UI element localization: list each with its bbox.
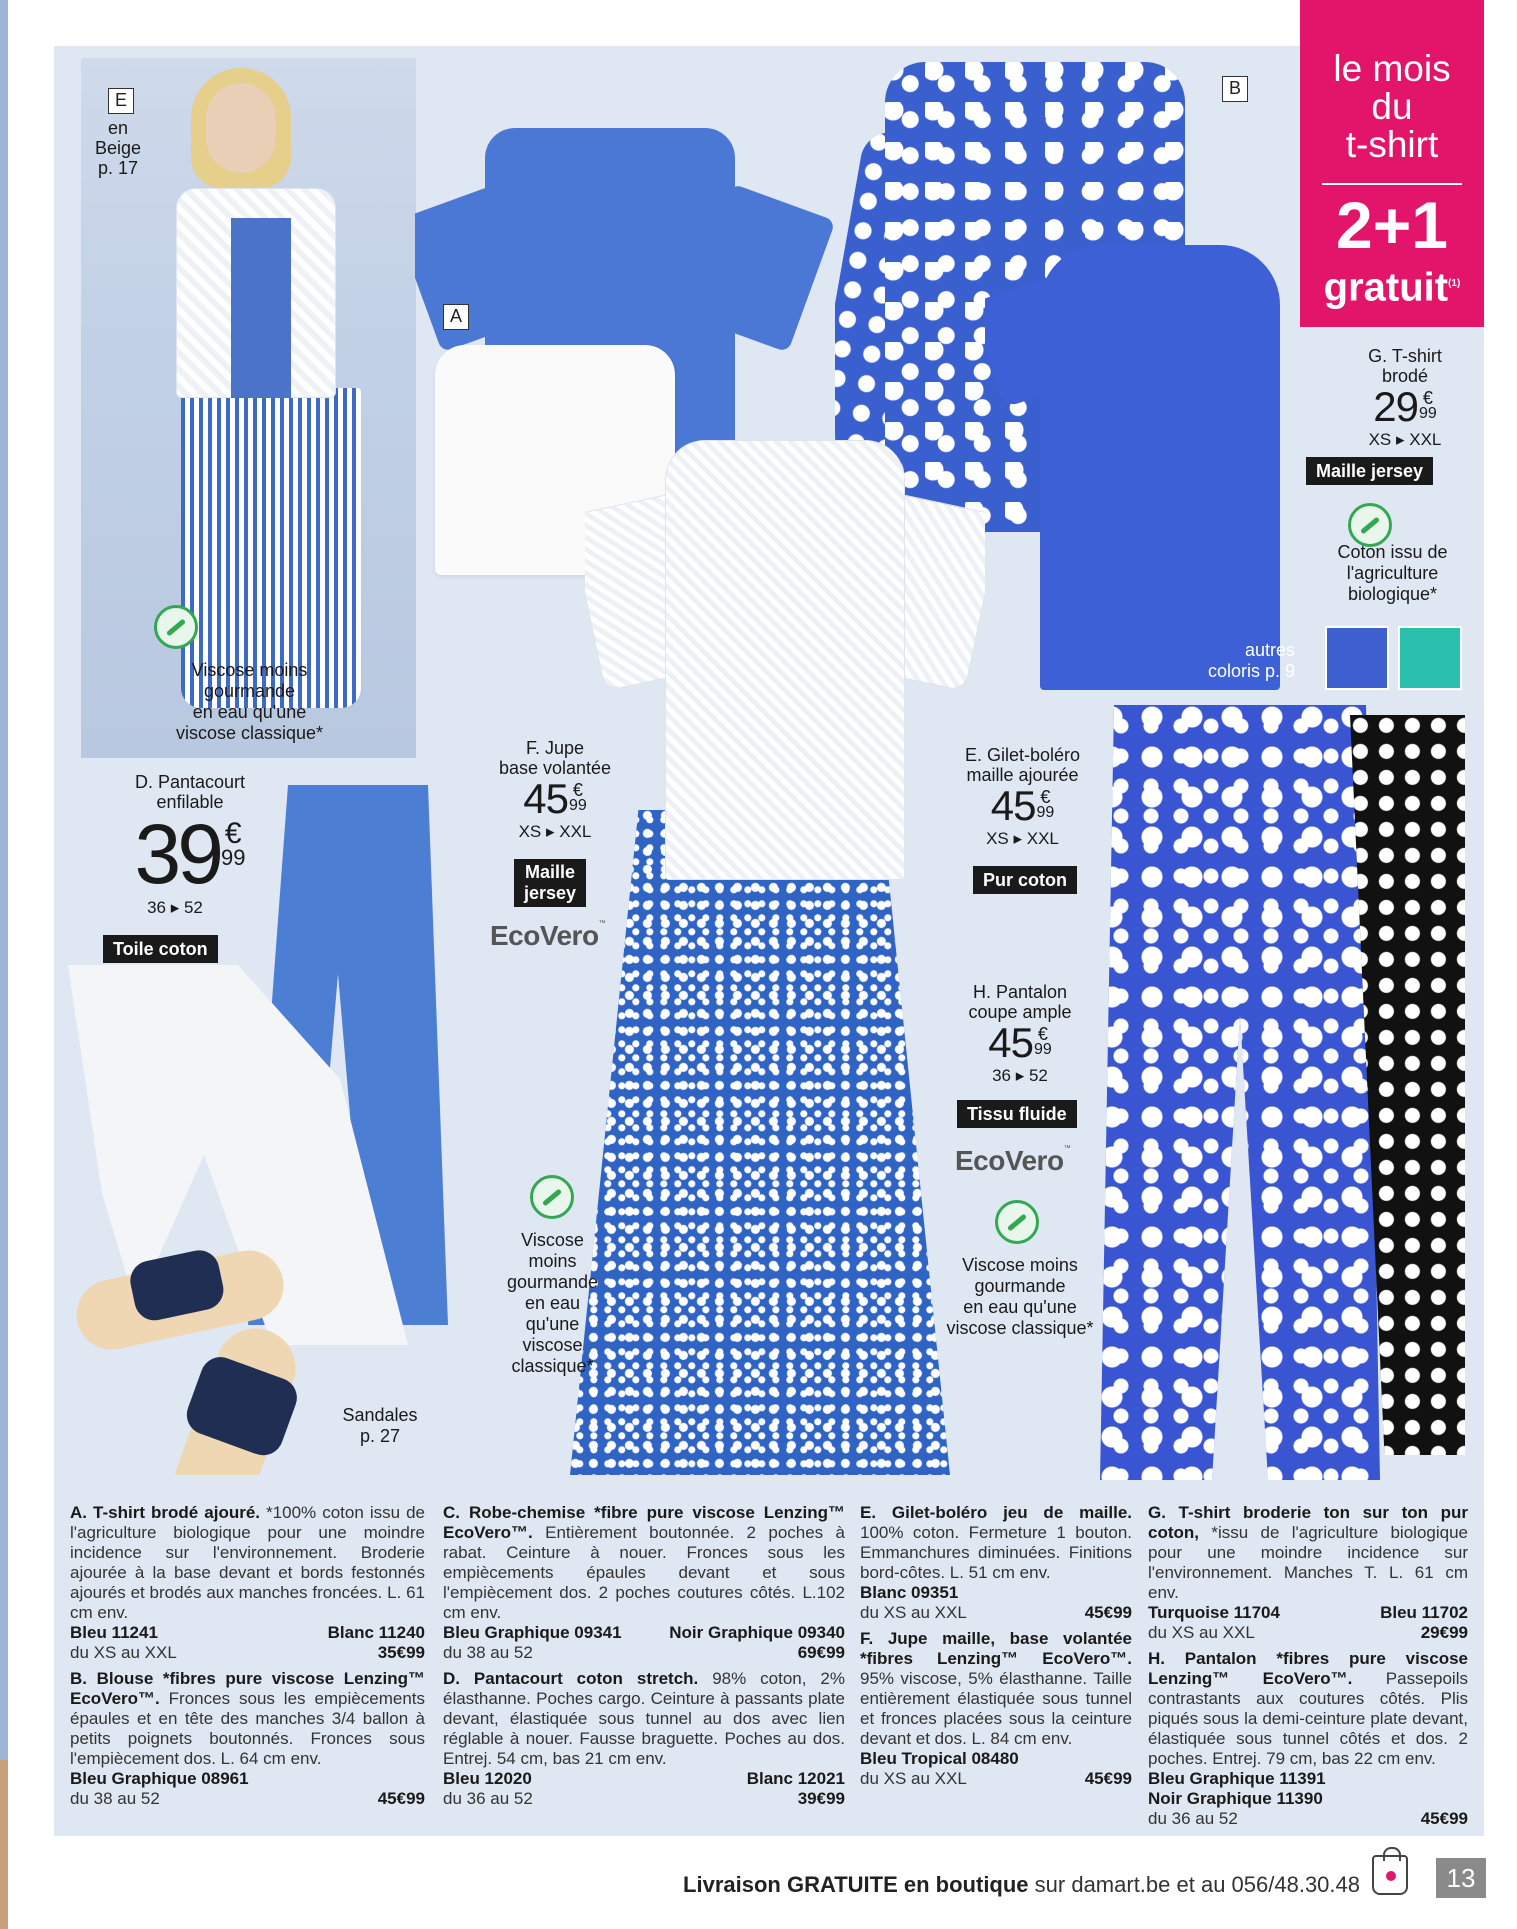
product-f-name: F. Jupe: [525, 738, 585, 758]
product-e-tag: [940, 745, 1105, 849]
sizes: du 36 au 52: [1148, 1809, 1238, 1828]
desc-column-1: [70, 1503, 425, 1809]
price: 69€99: [797, 1643, 845, 1662]
price: 29€99: [1420, 1623, 1468, 1642]
price: 45€99: [1084, 1603, 1132, 1622]
product-d-price: [134, 807, 246, 901]
eco-note-line: moins: [528, 1251, 577, 1271]
color-ref: Bleu Graphique 09341: [443, 1623, 622, 1642]
letter-box-e: E: [108, 88, 134, 114]
color-ref: Bleu 11702: [1380, 1603, 1468, 1622]
desc-d-price-row: [443, 1789, 845, 1809]
eco-note-line: viscose classique*: [946, 1318, 1094, 1338]
desc-f-title: F. Jupe maille, base volantée *fibres Lenzing™ EcoVero™.: [860, 1629, 1132, 1668]
product-h-price: [988, 1019, 1052, 1066]
price-currency: €: [1040, 787, 1051, 807]
desc-h-title: H. Pantalon *fibres pure viscose Lenzing™ EcoVero™.: [1148, 1649, 1468, 1688]
eco-note-line: Viscose moins: [962, 1255, 1078, 1275]
price-currency: €: [224, 817, 242, 850]
product-h-badge: Tissu fluide: [957, 1100, 1077, 1128]
eco-note-model: [82, 660, 417, 744]
sizes: du XS au XXL: [860, 1603, 967, 1622]
price-currency: €: [572, 780, 583, 800]
color-ref: Bleu Graphique 11391: [1148, 1769, 1326, 1788]
ecovero-mark: ™: [1063, 1145, 1071, 1152]
desc-b: [70, 1669, 425, 1769]
badge-line2: jersey: [524, 883, 577, 903]
eco-line: Coton issu de: [1337, 542, 1448, 562]
desc-d-colors: [443, 1769, 845, 1789]
footer-delivery: [600, 1872, 1360, 1898]
desc-a-text: *100% coton issu de l'agriculture biologique pour une moindre incidence sur l'environnement. Broderie ajourée à la base devant et bords festonnés ajourés et brodés aux manches froncées. L. 61 cm env.: [70, 1503, 425, 1622]
product-d-sizes: 36 ▸ 52: [147, 898, 203, 917]
tshirt-g-photo: [985, 245, 1315, 695]
eco-note-line: viscose classique*: [175, 723, 324, 743]
price-cents: 99: [1033, 1041, 1052, 1058]
bolero-photo: [585, 440, 985, 880]
desc-h: [1148, 1649, 1468, 1769]
eco-note-line: en eau qu'une: [963, 1297, 1077, 1317]
desc-h-colors-2: [1148, 1789, 1468, 1809]
eco-note-line: gourmande: [203, 681, 296, 701]
product-h-name: H. Pantalon: [972, 982, 1068, 1002]
desc-h-text: Passepoils contrastants aux coutures côtés. Plis piqués sous la demi-ceinture plate devant, élastiquée sous tunnel côtés et dos. 2 poches. Entrej. 79 cm, bas 22 cm env.: [1148, 1669, 1468, 1768]
product-e-badge: Pur coton: [973, 866, 1077, 894]
desc-a-price-row: [70, 1643, 425, 1663]
sizes: du 36 au 52: [443, 1789, 533, 1808]
desc-d: [443, 1669, 845, 1769]
eco-note-line: en eau qu'une: [192, 702, 307, 722]
price: 45€99: [377, 1789, 425, 1808]
model-caption-line3: p. 17: [97, 158, 139, 178]
product-g-eco-note: [1305, 542, 1480, 605]
ecovero-logo-h: [955, 1145, 1070, 1177]
product-d-badge: Toile coton: [103, 935, 218, 963]
price-integer: 45: [988, 1019, 1033, 1066]
footer-bold: Livraison GRATUITE en boutique: [683, 1872, 1029, 1897]
desc-column-4: [1148, 1503, 1468, 1829]
price-currency: €: [1422, 388, 1433, 408]
promo-title-line2: du: [1371, 86, 1413, 127]
product-g-sizes: XS ▸ XXL: [1368, 430, 1442, 449]
promo-gratuit-text: gratuit: [1323, 265, 1449, 310]
desc-e: [860, 1503, 1132, 1583]
desc-a-title: A. T-shirt brodé ajouré.: [70, 1503, 261, 1522]
desc-f: [860, 1629, 1132, 1749]
eco-note-line: Viscose: [521, 1230, 584, 1250]
badge-line1: Maille: [525, 862, 576, 882]
product-g-name: G. T-shirt: [1368, 346, 1442, 366]
color-ref: Blanc 11240: [327, 1623, 425, 1642]
promo-gratuit: [1300, 262, 1484, 309]
product-g-badge: Maille jersey: [1306, 457, 1433, 485]
desc-a: [70, 1503, 425, 1623]
desc-h-price-row: [1148, 1809, 1468, 1829]
price-integer: 39: [134, 807, 220, 901]
model-caption-line2: Beige: [94, 138, 142, 158]
model-caption: [88, 118, 148, 178]
desc-a-colors: [70, 1623, 425, 1643]
page-edge-strip-bottom: [0, 1760, 8, 1929]
ecovero-mark: ™: [598, 920, 606, 927]
desc-g-price-row: [1148, 1623, 1468, 1643]
other-colors-note: [1185, 640, 1295, 682]
ecovero-brand: EcoVero: [955, 1145, 1064, 1176]
eco-water-icon: [995, 1200, 1039, 1244]
model-caption-line1: en: [107, 118, 129, 138]
promo-title-line3: t-shirt: [1345, 124, 1439, 165]
desc-column-2: [443, 1503, 845, 1809]
eco-water-icon: [154, 605, 198, 649]
desc-b-price-row: [70, 1789, 425, 1809]
eco-water-icon: [530, 1175, 574, 1219]
color-swatch-turquoise[interactable]: [1398, 626, 1462, 690]
desc-column-3: [860, 1503, 1132, 1789]
page-number: 13: [1436, 1858, 1486, 1898]
desc-e-price-row: [860, 1603, 1132, 1623]
color-swatch-blue[interactable]: [1325, 626, 1389, 690]
organic-cotton-icon: [1348, 503, 1392, 547]
color-ref: Bleu 11241: [70, 1623, 158, 1642]
product-h-sizes: 36 ▸ 52: [992, 1066, 1048, 1085]
color-ref: Noir Graphique 11390: [1148, 1789, 1323, 1808]
desc-e-text: 100% coton. Fermeture 1 bouton. Emmanchures diminuées. Finitions bord-côtes. L. 51 cm env.: [860, 1523, 1132, 1582]
color-ref: Bleu Tropical 08480: [860, 1749, 1019, 1768]
sizes: du XS au XXL: [1148, 1623, 1255, 1642]
sizes: du XS au XXL: [70, 1643, 177, 1662]
product-f-price: [523, 775, 587, 822]
eco-note-line: gourmande: [974, 1276, 1066, 1296]
desc-b-title: B. Blouse *fibres pure viscose Lenzing™ EcoVero™.: [70, 1669, 425, 1708]
letter-box-b: B: [1222, 76, 1248, 102]
eco-note-skirt: [505, 1230, 600, 1377]
sizes: du 38 au 52: [70, 1789, 160, 1808]
desc-h-colors: [1148, 1769, 1468, 1789]
sandals-line1: Sandales: [342, 1405, 418, 1425]
sandals-caption: [325, 1405, 435, 1447]
desc-d-text: 98% coton, 2% élasthanne. Poches cargo. Ceinture à passants plate devant, élastiquée sous tunnel au dos avec lien réglable à nouer. Fausse braguette. Poches au dos. Entrej. 54 cm, bas 21 cm env.: [443, 1669, 845, 1768]
product-f-name2: base volantée: [498, 758, 612, 778]
product-e-name2: maille ajourée: [966, 765, 1079, 785]
price-integer: 45: [523, 775, 568, 822]
desc-g-title: G. T-shirt broderie ton sur ton pur coton,: [1148, 1503, 1468, 1542]
desc-g-text: *issu de l'agriculture biologique pour une moindre incidence sur l'environnement. Manches T. L. 61 cm env.: [1148, 1523, 1468, 1602]
price: 45€99: [1420, 1809, 1468, 1828]
sandals-photo: [75, 1245, 315, 1475]
product-g-price: [1373, 383, 1437, 430]
product-g-tag: [1330, 346, 1480, 450]
color-ref: Bleu Graphique 08961: [70, 1769, 249, 1788]
footer-rest: sur damart.be et au 056/48.30.48: [1028, 1872, 1360, 1897]
sizes: du 38 au 52: [443, 1643, 533, 1662]
sizes: du XS au XXL: [860, 1769, 967, 1788]
desc-c-price-row: [443, 1643, 845, 1663]
price-cents: 99: [1418, 405, 1437, 422]
product-f-sizes: XS ▸ XXL: [518, 822, 592, 841]
other-colors-line2: coloris p. 9: [1207, 661, 1295, 681]
price-integer: 45: [990, 782, 1036, 829]
promo-title-line1: le mois: [1333, 48, 1451, 89]
eco-note-line: classique*: [511, 1356, 594, 1376]
price-cents: 99: [568, 797, 587, 814]
desc-f-colors: [860, 1749, 1132, 1769]
price-integer: 29: [1373, 383, 1418, 430]
desc-e-title: E. Gilet-boléro jeu de maille.: [860, 1503, 1132, 1522]
ecovero-brand: EcoVero: [490, 920, 599, 951]
price-cents: 99: [220, 845, 246, 870]
desc-b-text: Fronces sous les empiècements épaules et en tête des manches 3/4 ballon à petits poignets boutonnés. Fronces sous l'empiècement dos. L. 64 cm env.: [70, 1689, 425, 1768]
eco-note-line: gourmande: [506, 1272, 599, 1292]
shopping-bag-icon: [1372, 1855, 1408, 1895]
eco-note-line: qu'une: [525, 1314, 580, 1334]
price: 35€99: [377, 1643, 425, 1662]
price-currency: €: [1037, 1024, 1048, 1044]
promo-tshirt-month: [1300, 0, 1484, 327]
desc-c: [443, 1503, 845, 1623]
eco-note-line: viscose: [522, 1335, 583, 1355]
desc-f-text: 95% viscose, 5% élasthanne. Taille entièrement élastiquée sous tunnel et fronces placées sous la ceinture devant et dos. L. 84 cm env.: [860, 1669, 1132, 1748]
product-e-price: [990, 782, 1055, 829]
product-e-name: E. Gilet-boléro: [964, 745, 1081, 765]
color-ref: Blanc 12021: [746, 1769, 845, 1788]
eco-note-line: en eau: [524, 1293, 581, 1313]
eco-note-pantalon: [945, 1255, 1095, 1339]
page-edge-strip: [0, 0, 8, 1929]
product-h-tag: [950, 982, 1090, 1086]
promo-rule: [1322, 183, 1462, 185]
product-f-badge: [514, 859, 586, 907]
product-d-name2: enfilable: [156, 792, 224, 812]
color-ref: Noir Graphique 09340: [669, 1623, 845, 1642]
desc-c-text: Entièrement boutonnée. 2 poches à rabat. Ceinture à nouer. Fronces sous les empiècements épaules devant et sous l'empiècement dos. 2 poches coutures côtés. L.102 cm env.: [443, 1523, 845, 1622]
desc-f-price-row: [860, 1769, 1132, 1789]
promo-footnote: (1): [1448, 278, 1461, 289]
promo-title: [1300, 50, 1484, 164]
product-d-tag: [100, 772, 280, 918]
product-e-sizes: XS ▸ XXL: [986, 829, 1059, 848]
desc-c-colors: [443, 1623, 845, 1643]
color-ref: Turquoise 11704: [1148, 1603, 1280, 1622]
eco-note-line: Viscose moins: [191, 660, 308, 680]
other-colors-line1: autres: [1244, 640, 1295, 660]
price: 45€99: [1084, 1769, 1132, 1788]
product-g-name2: brodé: [1381, 366, 1429, 386]
product-h-name2: coupe ample: [968, 1002, 1072, 1022]
desc-b-colors: [70, 1769, 425, 1789]
letter-box-a: A: [443, 304, 469, 330]
desc-g: [1148, 1503, 1468, 1603]
sandals-line2: p. 27: [359, 1426, 401, 1446]
price-cents: 99: [1036, 804, 1055, 821]
pantalon-photo: [1100, 705, 1470, 1480]
promo-offer: 2+1: [1336, 188, 1448, 262]
product-d-name: D. Pantacourt: [134, 772, 246, 792]
price: 39€99: [797, 1789, 845, 1808]
eco-line: biologique*: [1347, 584, 1438, 604]
color-ref: Bleu 12020: [443, 1769, 532, 1788]
desc-e-colors: [860, 1583, 1132, 1603]
product-f-tag: [480, 738, 630, 842]
desc-g-colors: [1148, 1603, 1468, 1623]
color-ref: Blanc 09351: [860, 1583, 959, 1602]
desc-d-title: D. Pantacourt coton stretch.: [443, 1669, 699, 1688]
ecovero-logo: [490, 920, 605, 952]
eco-line: l'agriculture: [1346, 563, 1439, 583]
desc-c-title: C. Robe-chemise *fibre pure viscose Lenzing™ EcoVero™.: [443, 1503, 845, 1542]
